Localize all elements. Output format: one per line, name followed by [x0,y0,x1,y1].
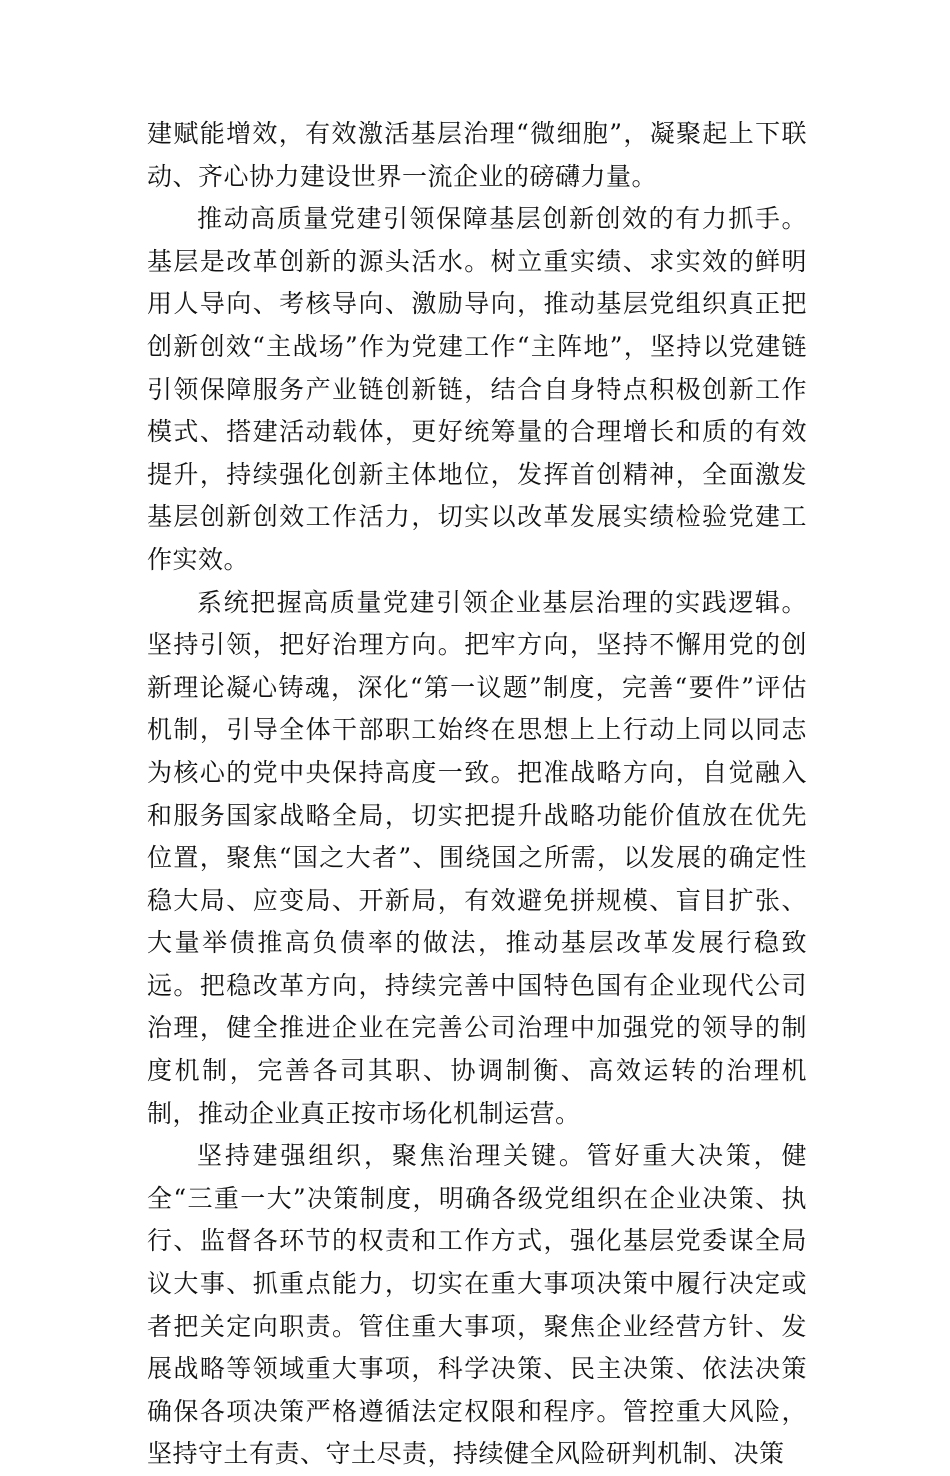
paragraph-3: 系统把握高质量党建引领企业基层治理的实践逻辑。坚持引领，把好治理方向。把牢方向，坚持不懈用党的创新理论凝心铸魂，深化“第一议题”制度，完善“要件”评估机制，引导全体干部职工始终在思想上上行动上同以同志为核心的党中央保持高度一致。把准战略方向，自觉融入和服务国家战略全局，切实把提升战略功能价值放在优先位置，聚焦“国之大者”、围绕国之所需，以发展的确定性稳大局、应变局、开新局，有效避免拼规模、盲目扩张、大量举债推高负债率的做法，推动基层改革发展行稳致远。把稳改革方向，持续完善中国特色国有企业现代公司治理，健全推进企业在完善公司治理中加强党的领导的制度机制，完善各司其职、协调制衡、高效运转的治理机制，推动企业真正按市场化机制运营。 [147,587,807,1128]
paragraph-4: 坚持建强组织，聚焦治理关键。管好重大决策，健全“三重一大”决策制度，明确各级党组织在企业决策、执行、监督各环节的权责和工作方式，强化基层党委谋全局议大事、抓重点能力，切实在重大事项决策中履行决定或者把关定向职责。管住重大事项，聚焦企业经营方针、发展战略等领域重大事项，科学决策、民主决策、依法决策确保各项决策严格遵循法定权限和程序。管控重大风险，坚持守土有责、守土尽责，持续健全风险研判机制、决策 [147,1141,807,1469]
document-body [147,113,807,1476]
paragraph-1: 建赋能增效，有效激活基层治理“微细胞”，凝聚起上下联动、齐心协力建设世界一流企业的磅礴力量。 [147,119,807,191]
paragraph-2: 推动高质量党建引领保障基层创新创效的有力抓手。基层是改革创新的源头活水。树立重实绩、求实效的鲜明用人导向、考核导向、激励导向，推动基层党组织真正把创新创效“主战场”作为党建工作“主阵地”，坚持以党建链引领保障服务产业链创新链，结合自身特点积极创新工作模式、搭建活动载体，更好统筹量的合理增长和质的有效提升，持续强化创新主体地位，发挥首创精神，全面激发基层创新创效工作活力，切实以改革发展实绩检验党建工作实效。 [147,204,807,574]
